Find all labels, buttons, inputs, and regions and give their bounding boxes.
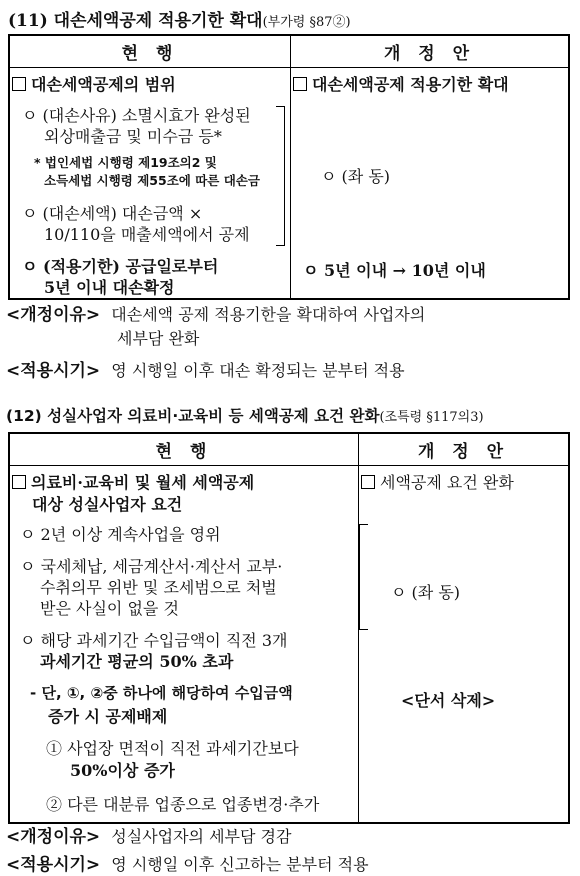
reason-label: <개정이유> <box>6 827 101 847</box>
header-new: 개 정 안 <box>359 433 570 466</box>
section-12-title <box>6 404 484 426</box>
section-12-apply <box>6 850 369 875</box>
section-11-title-text: (11) 대손세액공제 적용기한 확대 <box>8 11 263 31</box>
apply-label: <적용시기> <box>6 361 101 381</box>
checkbox-square-icon <box>12 475 26 489</box>
current-cell <box>9 68 291 300</box>
reason-text: 대손세액 공제 적용기한을 확대하여 사업자의 <box>111 305 426 324</box>
current-item-2-cont2: 받은 사실이 없을 것 <box>40 599 179 618</box>
current-item-3: ㅇ 해당 과세기간 수입금액이 직전 3개 <box>20 631 288 650</box>
section-12-reason <box>6 822 291 847</box>
new-delete: <단서 삭제> <box>401 691 496 710</box>
apply-label: <적용시기> <box>6 855 101 875</box>
checkbox-square-icon <box>293 77 307 91</box>
section-12-title-text: (12) 성실사업자 의료비·교육비 등 세액공제 요건 완화 <box>6 407 380 425</box>
section-11-apply <box>6 356 405 381</box>
section-11-table <box>8 34 570 300</box>
current-item-4-cont: 증가 시 공제배제 <box>48 707 168 726</box>
section-11-title <box>8 6 351 31</box>
section-11-reason <box>6 300 425 325</box>
new-cell <box>291 68 570 300</box>
current-item-2: ㅇ 국세체납, 세금계산서·계산서 교부· <box>20 557 283 576</box>
checkbox-square-icon <box>12 77 26 91</box>
current-cell <box>9 466 359 824</box>
current-heading: 대손세액공제의 범위 <box>12 72 176 95</box>
section-12-table <box>8 432 570 824</box>
current-heading: 의료비·교육비 및 월세 세액공제 <box>12 470 254 493</box>
current-item-5: ① 사업장 면적이 직전 과세기간보다 <box>46 739 299 758</box>
section-12-ref: (조특령 §117의3) <box>379 410 484 425</box>
current-item-1-cont: 외상매출금 및 미수금 등* <box>44 127 222 146</box>
new-change: ㅇ 5년 이내 → 10년 이내 <box>303 261 486 280</box>
current-item-3-cont: 과세기간 평균의 50% 초과 <box>40 652 234 671</box>
reason-label: <개정이유> <box>6 305 101 325</box>
new-same: ㅇ (좌 동) <box>321 167 391 186</box>
current-item-3-cont: 5년 이내 대손확정 <box>44 278 175 297</box>
new-same: ㅇ (좌 동) <box>391 583 461 602</box>
section-11-ref: (부가령 §87②) <box>262 15 351 30</box>
apply-text: 영 시행일 이후 신고하는 분부터 적용 <box>111 855 369 874</box>
current-item-2-cont: 수취의무 위반 및 조세범으로 처벌 <box>40 578 277 597</box>
current-item-2: ㅇ (대손세액) 대손금액 × <box>22 204 203 223</box>
header-current: 현 행 <box>9 35 291 68</box>
header-new: 개 정 안 <box>291 35 570 68</box>
reason-text: 성실사업자의 세부담 경감 <box>111 827 292 846</box>
bracket-left <box>359 524 368 630</box>
new-heading: 세액공제 요건 완화 <box>361 470 514 493</box>
bracket-right <box>276 106 285 246</box>
current-item-5-cont: 50%이상 증가 <box>70 761 175 780</box>
current-note-2: 소득세법 시행령 제55조에 따른 대손금 <box>44 173 260 188</box>
current-item-4: - 단, ①, ②중 하나에 해당하여 수입금액 <box>30 684 293 702</box>
current-item-6: ② 다른 대분류 업종으로 업종변경·추가 <box>46 795 320 814</box>
current-heading-cont: 대상 성실사업자 요건 <box>32 495 183 514</box>
current-note-1: * 법인세법 시행령 제19조의2 및 <box>34 155 217 170</box>
current-item-1: ㅇ 2년 이상 계속사업을 영위 <box>20 525 221 544</box>
section-11-reason-cont: 세부담 완화 <box>117 329 200 348</box>
new-cell <box>359 466 570 824</box>
header-current: 현 행 <box>9 433 359 466</box>
apply-text: 영 시행일 이후 대손 확정되는 분부터 적용 <box>111 361 405 380</box>
checkbox-square-icon <box>361 475 375 489</box>
current-item-1: ㅇ (대손사유) 소멸시효가 완성된 <box>22 106 251 125</box>
current-item-2-cont: 10/110을 매출세액에서 공제 <box>44 225 250 244</box>
new-heading: 대손세액공제 적용기한 확대 <box>293 72 509 95</box>
current-item-3: ㅇ (적용기한) 공급일로부터 <box>22 257 219 276</box>
